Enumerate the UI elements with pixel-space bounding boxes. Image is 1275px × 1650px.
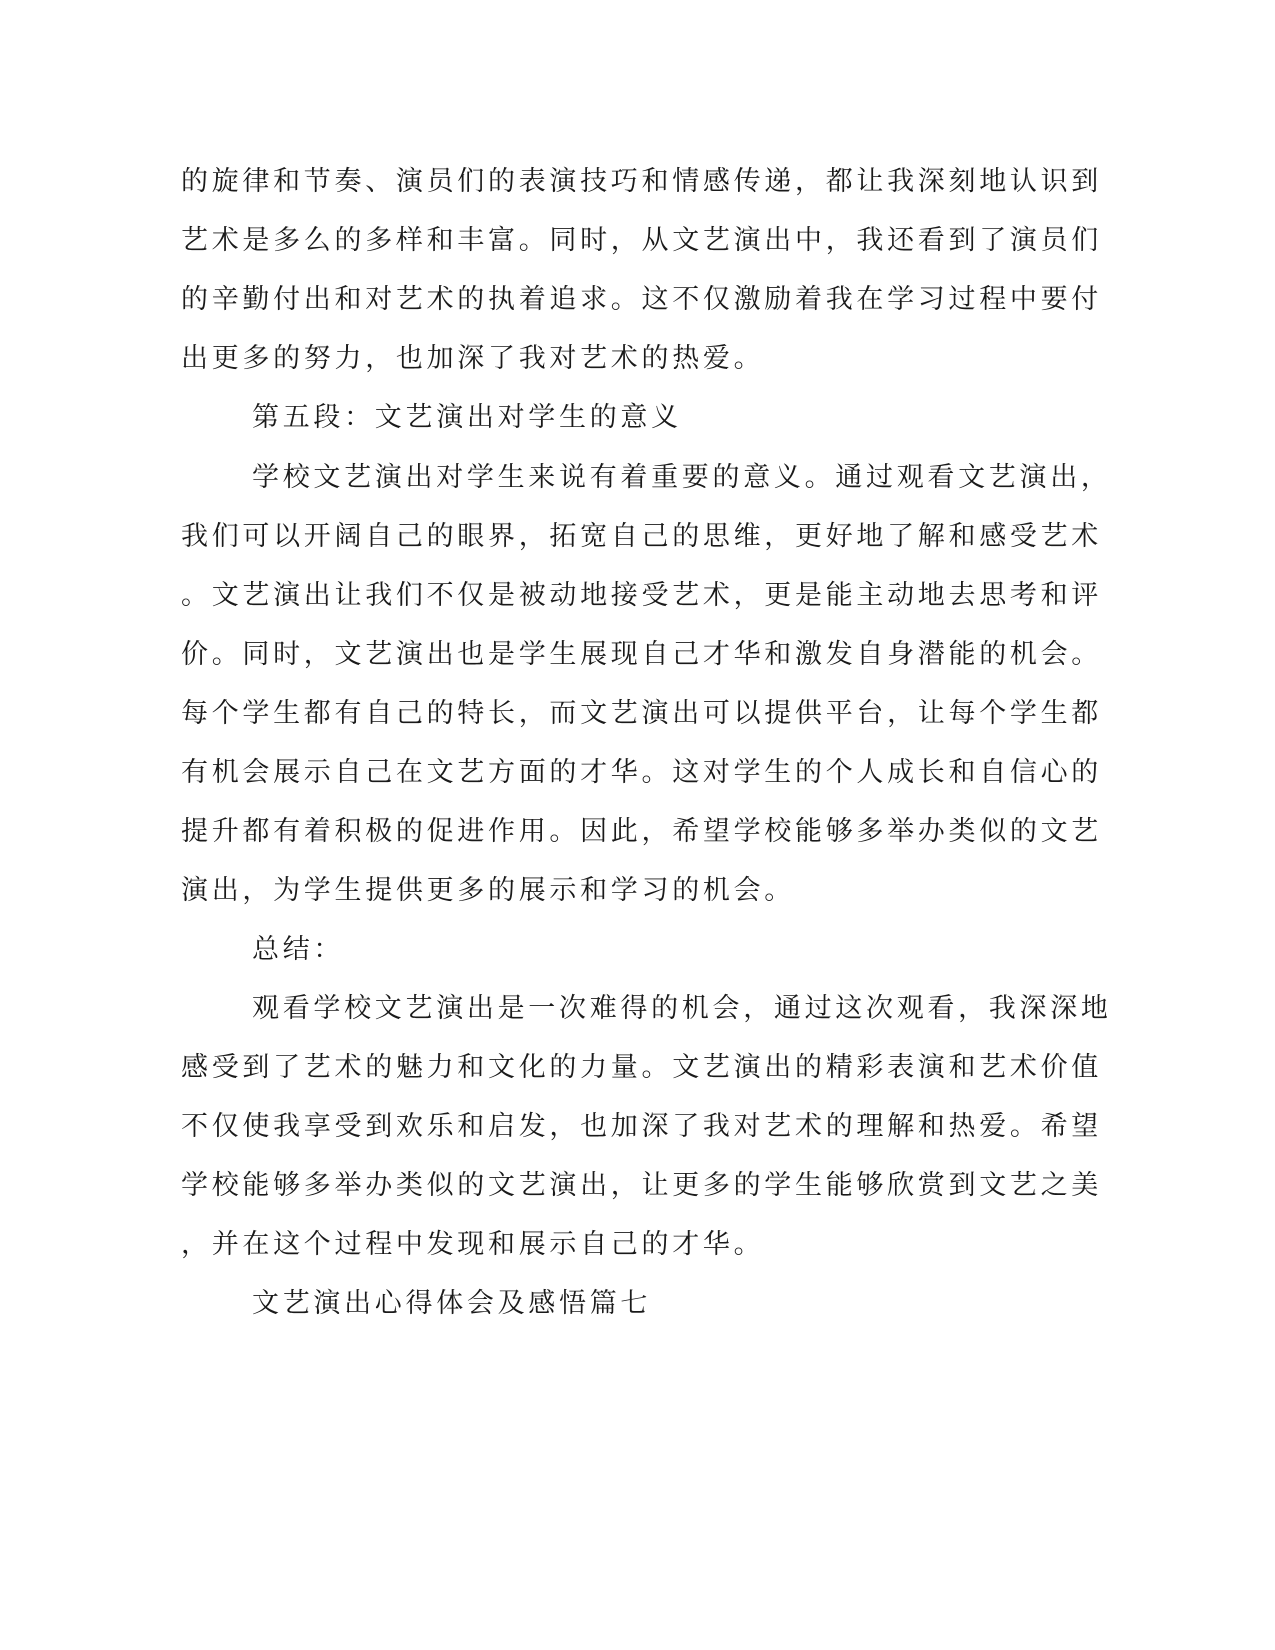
body-line: 学校文艺演出对学生来说有着重要的意义。通过观看文艺演出， <box>252 462 1112 493</box>
body-line: 感受到了艺术的魅力和文化的力量。文艺演出的精彩表演和艺术价值 <box>181 1052 1102 1083</box>
body-line: 观看学校文艺演出是一次难得的机会，通过这次观看，我深深地 <box>252 993 1112 1024</box>
section-heading: 总结： <box>252 934 345 965</box>
body-line: 有机会展示自己在文艺方面的才华。这对学生的个人成长和自信心的 <box>181 757 1102 788</box>
body-line: 学校能够多举办类似的文艺演出，让更多的学生能够欣赏到文艺之美 <box>181 1170 1102 1201</box>
body-line: 价。同时，文艺演出也是学生展现自己才华和激发自身潜能的机会。 <box>181 639 1102 670</box>
body-line: 每个学生都有自己的特长，而文艺演出可以提供平台，让每个学生都 <box>181 698 1102 729</box>
body-line: 的旋律和节奏、演员们的表演技巧和情感传递，都让我深刻地认识到 <box>181 166 1102 197</box>
body-line: 出更多的努力，也加深了我对艺术的热爱。 <box>181 343 765 374</box>
body-line: ，并在这个过程中发现和展示自己的才华。 <box>181 1229 765 1260</box>
body-line: 艺术是多么的多样和丰富。同时，从文艺演出中，我还看到了演员们 <box>181 225 1102 256</box>
body-line: 演出，为学生提供更多的展示和学习的机会。 <box>181 875 795 906</box>
body-line: 的辛勤付出和对艺术的执着追求。这不仅激励着我在学习过程中要付 <box>181 284 1102 315</box>
section-heading: 文艺演出心得体会及感悟篇七 <box>252 1288 652 1319</box>
section-heading: 第五段：文艺演出对学生的意义 <box>252 402 682 433</box>
body-line: 不仅使我享受到欢乐和启发，也加深了我对艺术的理解和热爱。希望 <box>181 1111 1102 1142</box>
body-line: 我们可以开阔自己的眼界，拓宽自己的思维，更好地了解和感受艺术 <box>181 521 1102 552</box>
body-line: 提升都有着积极的促进作用。因此，希望学校能够多举办类似的文艺 <box>181 816 1102 847</box>
body-line: 。文艺演出让我们不仅是被动地接受艺术，更是能主动地去思考和评 <box>181 580 1102 611</box>
